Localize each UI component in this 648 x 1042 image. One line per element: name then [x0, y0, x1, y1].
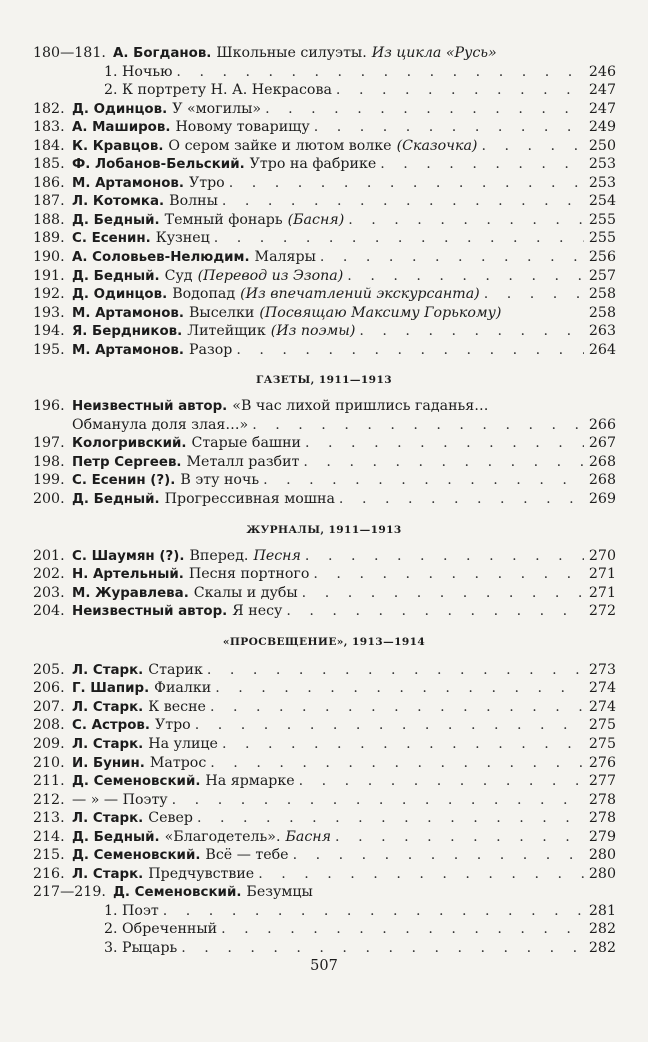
entry-page-number: 272	[588, 603, 616, 620]
entry-author: Д. Одинцов.	[72, 101, 168, 117]
toc-entry	[0, 791, 648, 810]
entry-subtitle: (Из поэмы)	[270, 323, 356, 340]
entry-number: 186.	[33, 174, 65, 191]
entry-author: Петр Сергеев.	[72, 454, 182, 470]
toc-entry	[0, 211, 648, 230]
entry-title: На улице	[148, 735, 218, 752]
entry-number: 200.	[33, 491, 65, 508]
entry-page-number: 264	[588, 341, 616, 358]
entry-page-number: 250	[588, 137, 616, 154]
entry-text	[72, 754, 588, 774]
toc-entry	[0, 754, 648, 773]
entry-page-number: 267	[588, 435, 616, 452]
entry-author: Д. Бедный.	[72, 492, 160, 508]
entry-author: Неизвестный автор.	[72, 604, 228, 620]
entry-text	[72, 341, 588, 361]
entry-text	[72, 791, 588, 810]
section-heading-gazety: ГАЗЕТЫ, 1911—1913	[255, 374, 392, 387]
entry-number: 187.	[33, 193, 65, 210]
dot-leader	[252, 416, 584, 435]
dot-leader	[484, 285, 584, 304]
entry-page-number: 269	[588, 491, 616, 508]
dot-leader	[215, 679, 584, 698]
dot-leader	[335, 828, 584, 847]
entry-title: Север	[148, 810, 193, 827]
toc-entry	[0, 304, 648, 323]
entry-text	[72, 267, 588, 287]
toc-entry	[0, 602, 648, 621]
entry-number: 210.	[33, 754, 65, 771]
dot-leader	[258, 865, 584, 884]
toc-entry	[0, 547, 648, 566]
entry-text	[72, 809, 588, 829]
entry-title: Разор	[188, 341, 233, 358]
toc-entry	[0, 434, 648, 453]
dot-leader	[336, 81, 584, 100]
entry-title: 1. Ночью	[104, 63, 173, 80]
entry-page-number: 247	[588, 100, 616, 117]
dot-leader	[481, 137, 584, 156]
entry-page-number: 279	[588, 828, 616, 845]
entry-number: 199.	[33, 472, 65, 489]
entry-page-number: 282	[588, 921, 616, 938]
toc-entry	[0, 939, 648, 958]
dot-leader	[263, 471, 584, 490]
toc-entry	[0, 828, 648, 847]
dot-leader	[195, 716, 584, 735]
entry-page-number: 253	[588, 156, 616, 173]
toc-entry	[0, 679, 648, 698]
entry-page-number: 281	[588, 902, 616, 919]
dot-leader	[172, 791, 584, 810]
entry-number: 202.	[33, 566, 65, 583]
toc-entry	[0, 192, 648, 211]
entry-title: Литейщик	[187, 323, 266, 340]
entry-number: 194.	[33, 323, 65, 340]
entry-author: Д. Бедный.	[72, 829, 160, 845]
entry-text	[72, 490, 588, 510]
entry-title: Школьные силуэты.	[216, 45, 367, 61]
toc-entry	[0, 716, 648, 735]
dot-leader	[197, 809, 584, 828]
dot-leader	[380, 155, 584, 174]
entry-page-number: 263	[588, 323, 616, 340]
entry-number: 214.	[33, 828, 65, 845]
toc-entry	[0, 341, 648, 360]
entry-author: Л. Старк.	[72, 699, 144, 715]
toc-group-gazety	[0, 397, 648, 508]
entry-text	[72, 735, 588, 755]
entry-text	[72, 416, 588, 435]
entry-page-number: 282	[588, 939, 616, 956]
entry-number: 182.	[33, 100, 65, 117]
entry-title: Утро	[154, 717, 191, 734]
entry-text	[72, 100, 588, 120]
entry-text	[72, 584, 588, 604]
entry-number: 192.	[33, 286, 65, 303]
entry-title: 3. Рыцарь	[104, 939, 178, 956]
entry-title: Суд	[164, 267, 193, 284]
entry-number: 215.	[33, 847, 65, 864]
entry-page-number: 256	[588, 249, 616, 266]
dot-leader	[320, 248, 584, 267]
table-of-contents	[0, 44, 648, 958]
dot-leader	[163, 902, 584, 921]
entry-text	[72, 716, 588, 736]
toc-entry	[0, 100, 648, 119]
toc-entry	[0, 902, 648, 921]
toc-entry	[0, 809, 648, 828]
entry-author: С. Есенин.	[72, 231, 151, 247]
entry-title: 2. К портрету Н. А. Некрасова	[104, 82, 332, 99]
entry-title: Выселки	[188, 304, 255, 321]
entry-subtitle: (Посвящаю Максиму Горькому)	[259, 304, 502, 321]
entry-text	[72, 304, 588, 324]
toc-entry	[0, 267, 648, 286]
entry-number: 184.	[33, 137, 65, 154]
toc-entry	[0, 883, 648, 902]
entry-author: М. Артамонов.	[72, 342, 184, 358]
entry-author: М. Артамонов.	[72, 175, 184, 191]
entry-number: 198.	[33, 453, 65, 470]
entry-author: Л. Старк.	[72, 866, 144, 882]
entry-page-number: 255	[588, 211, 616, 228]
entry-number: 213.	[33, 810, 65, 827]
toc-entry	[0, 155, 648, 174]
entry-author: Д. Семеновский.	[113, 885, 242, 901]
entry-title: «Благодетель».	[164, 828, 281, 845]
entry-title: Безумцы	[246, 884, 313, 901]
entry-title: Старик	[148, 661, 203, 678]
entry-page-number: 246	[588, 63, 616, 80]
toc-group-prosveshchenie	[0, 661, 648, 958]
entry-title: Темный фонарь	[164, 211, 283, 228]
entry-text	[104, 939, 588, 958]
entry-text	[72, 565, 588, 585]
entry-author: К. Кравцов.	[72, 138, 164, 154]
entry-page-number: 258	[588, 304, 616, 321]
entry-page-number: 277	[588, 773, 616, 790]
entry-title: У «могилы»	[172, 100, 262, 117]
entry-page-number: 257	[588, 267, 616, 284]
toc-entry	[0, 490, 648, 509]
dot-leader	[347, 267, 584, 286]
entry-subtitle: Песня	[253, 547, 301, 564]
entry-subtitle: Басня	[285, 828, 332, 845]
entry-title: «В час лихой пришлись гаданья…	[232, 398, 489, 415]
entry-author: Д. Бедный.	[72, 268, 160, 284]
toc-entry	[0, 397, 648, 416]
entry-number: 188.	[33, 211, 65, 228]
entry-text	[72, 174, 588, 194]
entry-author: Д. Одинцов.	[72, 287, 168, 303]
entry-number: 216.	[33, 865, 65, 882]
entry-text	[72, 661, 588, 681]
entry-text	[72, 118, 588, 138]
entry-number: 195.	[33, 341, 65, 358]
entry-text	[104, 63, 588, 82]
entry-page-number: 268	[588, 453, 616, 470]
entry-text	[72, 865, 588, 885]
entry-text	[72, 828, 588, 848]
entry-title: Маляры	[254, 249, 316, 266]
entry-author: Д. Бедный.	[72, 212, 160, 228]
entry-title: Скалы и дубы	[193, 584, 298, 601]
toc-entry	[0, 44, 648, 63]
entry-number: 196.	[33, 398, 65, 415]
entry-page-number: 275	[588, 717, 616, 734]
entry-author: Кологривский.	[72, 436, 187, 452]
entry-page-number: 270	[588, 547, 616, 564]
toc-entry	[0, 63, 648, 82]
entry-author: А. Соловьев-Нелюдим.	[72, 250, 250, 266]
entry-text	[72, 211, 588, 231]
entry-page-number: 271	[588, 584, 616, 601]
entry-number: 190.	[33, 249, 65, 266]
dot-leader	[305, 547, 584, 566]
entry-author: Л. Старк.	[72, 736, 144, 752]
entry-number: 206.	[33, 680, 65, 697]
dot-leader	[302, 584, 584, 603]
entry-subtitle: (Из впечатлений экскурсанта)	[240, 286, 480, 303]
toc-entry	[0, 285, 648, 304]
entry-subtitle: (Басня)	[287, 211, 345, 228]
dot-leader	[214, 229, 584, 248]
entry-text	[104, 920, 588, 939]
entry-page-number: 247	[588, 82, 616, 99]
entry-author: Л. Котомка.	[72, 194, 165, 210]
entry-page-number: 268	[588, 472, 616, 489]
entry-text	[72, 846, 588, 866]
entry-author: Д. Семеновский.	[72, 848, 201, 864]
entry-subtitle: (Перевод из Эзопа)	[197, 267, 344, 284]
entry-author: М. Артамонов.	[72, 305, 184, 321]
entry-text	[72, 192, 588, 212]
entry-author: И. Бунин.	[72, 755, 145, 771]
entry-author: Неизвестный автор.	[72, 399, 228, 415]
entry-number: 207.	[33, 698, 65, 715]
entry-author: А. Богданов.	[113, 46, 212, 61]
toc-entry	[0, 920, 648, 939]
entry-title: Старые башни	[191, 435, 302, 452]
dot-leader	[314, 118, 584, 137]
entry-text	[72, 698, 588, 718]
entry-number: 204.	[33, 603, 65, 620]
entry-text	[72, 434, 588, 454]
dot-leader	[293, 846, 584, 865]
entry-title: Обманула доля злая…»	[72, 416, 249, 433]
entry-page-number: 274	[588, 698, 616, 715]
entry-title: 1. Поэт	[104, 902, 159, 919]
entry-text	[104, 81, 588, 100]
dot-leader	[339, 490, 584, 509]
entry-title: Прогрессивная мошна	[164, 491, 335, 508]
entry-number: 209.	[33, 735, 65, 752]
entry-number: 217—219.	[33, 884, 106, 901]
toc-entry	[0, 453, 648, 472]
entry-title: 2. Обреченный	[104, 921, 218, 938]
toc-group-bogdanov-to-artamonov	[0, 44, 648, 359]
dot-leader	[299, 772, 584, 791]
dot-leader	[348, 211, 584, 230]
entry-page-number: 276	[588, 754, 616, 771]
entry-number: 201.	[33, 547, 65, 564]
entry-text	[72, 602, 588, 622]
entry-title: Предчувствие	[148, 865, 255, 882]
entry-title: В эту ночь	[180, 472, 260, 489]
toc-entry	[0, 81, 648, 100]
entry-number: 212.	[33, 791, 65, 808]
entry-text	[72, 679, 588, 699]
entry-author: Л. Старк.	[72, 662, 144, 678]
entry-page-number: 273	[588, 661, 616, 678]
entry-author: С. Астров.	[72, 718, 150, 734]
entry-text	[72, 137, 588, 157]
page-number: 507	[310, 958, 338, 974]
toc-entry	[0, 661, 648, 680]
dot-leader	[236, 341, 584, 360]
entry-subtitle: Из цикла «Русь»	[371, 45, 497, 61]
toc-entry	[0, 584, 648, 603]
entry-title: Всё — тебе	[205, 847, 289, 864]
entry-page-number: 249	[588, 119, 616, 136]
dot-leader	[221, 920, 584, 939]
toc-entry	[0, 565, 648, 584]
entry-number: 197.	[33, 435, 65, 452]
entry-text	[104, 902, 588, 921]
entry-title: На ярмарке	[205, 773, 295, 790]
entry-page-number: 280	[588, 865, 616, 882]
entry-page-number: 271	[588, 566, 616, 583]
entry-author: Н. Артельный.	[72, 567, 184, 583]
entry-title: Новому товарищу	[175, 119, 310, 136]
dot-leader	[286, 602, 584, 621]
entry-number: 183.	[33, 119, 65, 136]
entry-number: 189.	[33, 230, 65, 247]
dot-leader	[222, 192, 584, 211]
dot-leader	[359, 322, 584, 341]
entry-text	[72, 397, 588, 417]
dot-leader	[210, 754, 584, 773]
entry-number: 185.	[33, 156, 65, 173]
dot-leader	[265, 100, 584, 119]
entry-title: К весне	[148, 698, 206, 715]
dot-leader	[181, 939, 584, 958]
entry-page-number: 275	[588, 735, 616, 752]
entry-text	[72, 229, 588, 249]
entry-number: 211.	[33, 773, 65, 790]
entry-number: 208.	[33, 717, 65, 734]
entry-title: Вперед.	[189, 547, 249, 564]
entry-text	[113, 883, 588, 903]
entry-text	[72, 772, 588, 792]
entry-title: Металл разбит	[186, 453, 300, 470]
entry-text	[72, 471, 588, 491]
dot-leader	[176, 63, 584, 82]
entry-title: Водопад	[172, 286, 236, 303]
toc-entry	[0, 471, 648, 490]
entry-page-number: 253	[588, 174, 616, 191]
entry-title: Волны	[169, 193, 218, 210]
entry-text	[72, 453, 588, 473]
toc-entry	[0, 772, 648, 791]
entry-text	[113, 44, 588, 64]
toc-entry	[0, 416, 648, 435]
toc-entry	[0, 846, 648, 865]
toc-entry	[0, 698, 648, 717]
entry-text	[72, 547, 588, 567]
entry-author: С. Есенин (?).	[72, 473, 176, 489]
toc-entry	[0, 229, 648, 248]
entry-title: О сером зайке и лютом волке	[168, 137, 392, 154]
entry-subtitle: (Сказочка)	[396, 137, 478, 154]
dot-leader	[207, 661, 584, 680]
dot-leader	[222, 735, 584, 754]
entry-number: 191.	[33, 267, 65, 284]
entry-title: Кузнец	[155, 230, 210, 247]
entry-title: Матрос	[149, 754, 207, 771]
entry-text	[72, 155, 588, 175]
entry-title: Я несу	[232, 603, 283, 620]
entry-author: Г. Шапир.	[72, 681, 150, 697]
entry-page-number: 258	[588, 286, 616, 303]
entry-text	[72, 322, 588, 342]
dot-leader	[305, 434, 584, 453]
toc-entry	[0, 118, 648, 137]
entry-author: Ф. Лобанов-Бельский.	[72, 157, 245, 173]
entry-page-number: 255	[588, 230, 616, 247]
entry-author: А. Маширов.	[72, 120, 171, 136]
entry-number: 203.	[33, 584, 65, 601]
dot-leader	[303, 453, 584, 472]
toc-entry	[0, 322, 648, 341]
toc-entry	[0, 248, 648, 267]
dot-leader	[229, 174, 584, 193]
entry-title: Утро на фабрике	[249, 156, 377, 173]
toc-group-zhurnaly	[0, 547, 648, 621]
section-heading-prosveshchenie: «ПРОСВЕЩЕНИЕ», 1913—1914	[222, 635, 426, 648]
entry-page-number: 278	[588, 810, 616, 827]
toc-entry	[0, 735, 648, 754]
entry-page-number: 280	[588, 847, 616, 864]
entry-text	[72, 248, 588, 268]
entry-number: 205.	[33, 661, 65, 678]
toc-entry	[0, 865, 648, 884]
entry-title: Утро	[188, 174, 225, 191]
entry-number: 193.	[33, 304, 65, 321]
entry-author: М. Журавлева.	[72, 585, 189, 601]
entry-author: Д. Семеновский.	[72, 774, 201, 790]
toc-entry	[0, 137, 648, 156]
entry-title: — » — Поэту	[72, 791, 168, 808]
entry-number: 180—181.	[33, 45, 106, 61]
entry-author: Л. Старк.	[72, 811, 144, 827]
toc-entry	[0, 174, 648, 193]
entry-title: Фиалки	[154, 680, 212, 697]
entry-page-number: 278	[588, 791, 616, 808]
entry-author: С. Шаумян (?).	[72, 548, 185, 564]
entry-page-number: 254	[588, 193, 616, 210]
dot-leader	[210, 698, 584, 717]
entry-page-number: 266	[588, 416, 616, 433]
section-heading-zhurnaly: ЖУРНАЛЫ, 1911—1913	[246, 523, 402, 536]
dot-leader	[313, 565, 584, 584]
entry-page-number: 274	[588, 680, 616, 697]
entry-text	[72, 285, 588, 305]
entry-title: Песня портного	[188, 566, 310, 583]
entry-author: Я. Бердников.	[72, 324, 183, 340]
